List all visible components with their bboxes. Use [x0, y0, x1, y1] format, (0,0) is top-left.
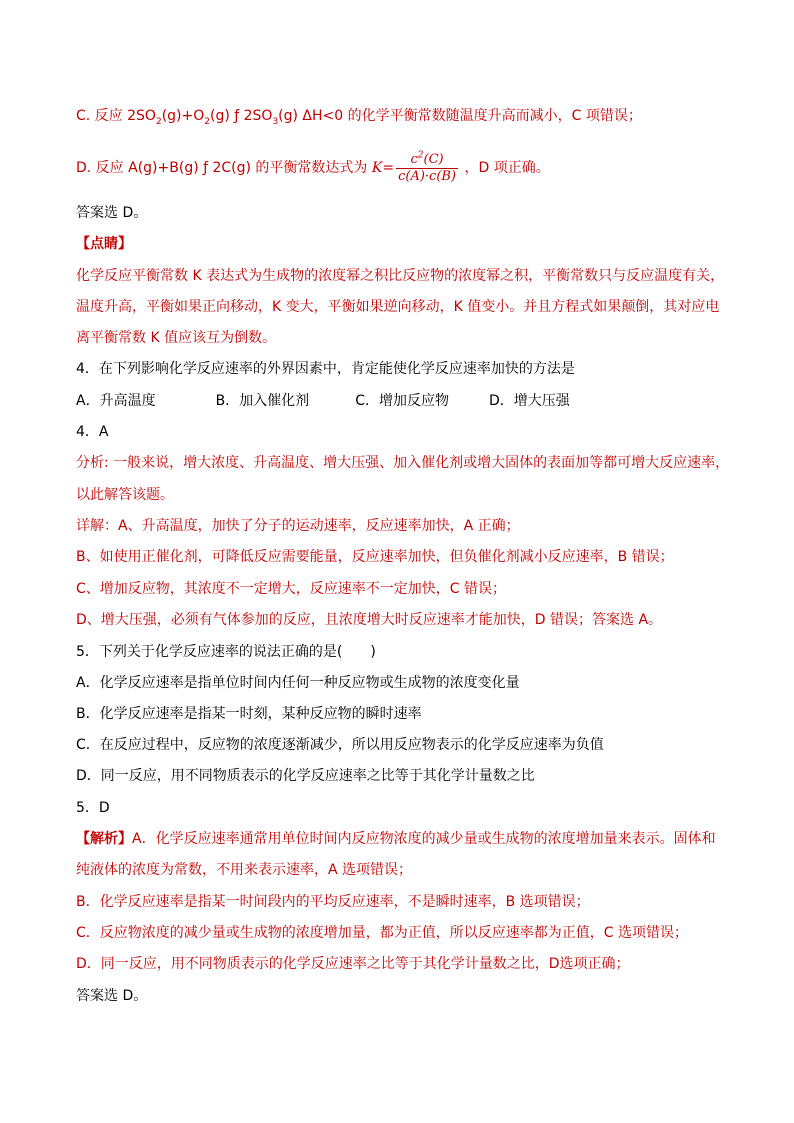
question-5-stem: 5．下列关于化学反应速率的说法正确的是( )	[76, 644, 376, 660]
q5-jiexi-line-2: 纯液体的浓度为常数，不用来表示速率，A 选项错误；	[76, 862, 413, 878]
q4-option-d: D．增大压强	[488, 393, 570, 409]
option-d-explanation: D. 反应 A(g)+B(g) ƒ 2C(g) 的平衡常数达式为 K= $\frac{c^2(C)}{c(A)\cdot c(B)}$ ，D 项正确。	[76, 150, 550, 184]
q5-jiexi-line-1: 【解析】A．化学反应速率通常用单位时间内反应物浓度的减少量或生成物的浓度增加量来表示。固体和	[76, 831, 716, 847]
q4-option-c: C．增加反应物	[355, 393, 449, 409]
q5-option-c: C．在反应过程中，反应物的浓度逐渐减少，所以用反应物表示的化学反应速率为负值	[76, 737, 604, 753]
q5-option-a: A．化学反应速率是指单位时间内任何一种反应物或生成物的浓度变化量	[76, 675, 520, 691]
question-4-stem: 4．在下列影响化学反应速率的外界因素中，肯定能使化学反应速率加快的方法是	[76, 361, 575, 377]
question-5-answer: 5．D	[76, 800, 110, 816]
q4-analysis-line-2: 以此解答该题。	[76, 487, 174, 503]
dianjing-line-3: 离平衡常数 K 值应该互为倒数。	[76, 330, 277, 346]
dianjing-line-1: 化学反应平衡常数 K 表达式为生成物的浓度幂之积比反应物的浓度幂之积，平衡常数只与反应温度有关，	[76, 268, 725, 284]
equilibrium-constant-fraction: $\frac{c^2(C)}{c(A)\cdot c(B)}$	[398, 150, 457, 184]
answer-line-5: 答案选 D。	[76, 988, 148, 1004]
question-4-options	[76, 391, 570, 411]
option-c-explanation: C. 反应 $2SO_2(g)+O_2(g)$ ƒ $2SO_3(g)$ ΔH<0 的化学平衡常数随温度升高而减小，C 项错误；	[76, 108, 642, 127]
q4-detail-line-3: C、增加反应物，其浓度不一定增大，反应速率不一定加快，C 错误；	[76, 581, 506, 597]
jiexi-heading: 【解析】	[76, 831, 132, 847]
q5-option-d: D．同一反应，用不同物质表示的化学反应速率之比等于其化学计量数之比	[76, 768, 535, 784]
q5-jiexi-line-5: D．同一反应，用不同物质表示的化学反应速率之比等于其化学计量数之比，D选项正确；	[76, 956, 630, 972]
dianjing-heading: 【点睛】	[76, 236, 132, 252]
q4-detail-line-1: 详解：A、升高温度，加快了分子的运动速率，反应速率加快，A 正确；	[76, 518, 520, 534]
answer-line-1: 答案选 D。	[76, 205, 148, 221]
q4-option-b: B．加入催化剂	[215, 393, 310, 409]
q4-detail-line-2: B、如使用正催化剂，可降低反应需要能量，反应速率加快，但负催化剂减小反应速率，B 错误；	[76, 549, 674, 565]
q5-jiexi-line-3: B．化学反应速率是指某一时间段内的平均反应速率，不是瞬时速率，B 选项错误；	[76, 894, 590, 910]
dianjing-line-2: 温度升高，平衡如果正向移动，K 变大，平衡如果逆向移动，K 值变小。并且方程式如果颠倒，其对应电	[76, 299, 720, 315]
q4-analysis-line-1: 分析: 一般来说，增大浓度、升高温度、增大压强、加入催化剂或增大固体的表面加等都可增大反应速率，	[76, 455, 730, 471]
q4-option-a: A．升高温度	[76, 393, 156, 409]
q4-detail-line-4: D、增大压强，必须有气体参加的反应，且浓度增大时反应速率才能加快，D 错误；答案选 A。	[76, 612, 663, 628]
q5-option-b: B．化学反应速率是指某一时刻，某种反应物的瞬时速率	[76, 706, 422, 722]
question-4-answer: 4．A	[76, 424, 109, 440]
q5-jiexi-line-4: C．反应物浓度的减少量或生成物的浓度增加量，都为正值，所以反应速率都为正值，C 选项错误；	[76, 925, 688, 941]
